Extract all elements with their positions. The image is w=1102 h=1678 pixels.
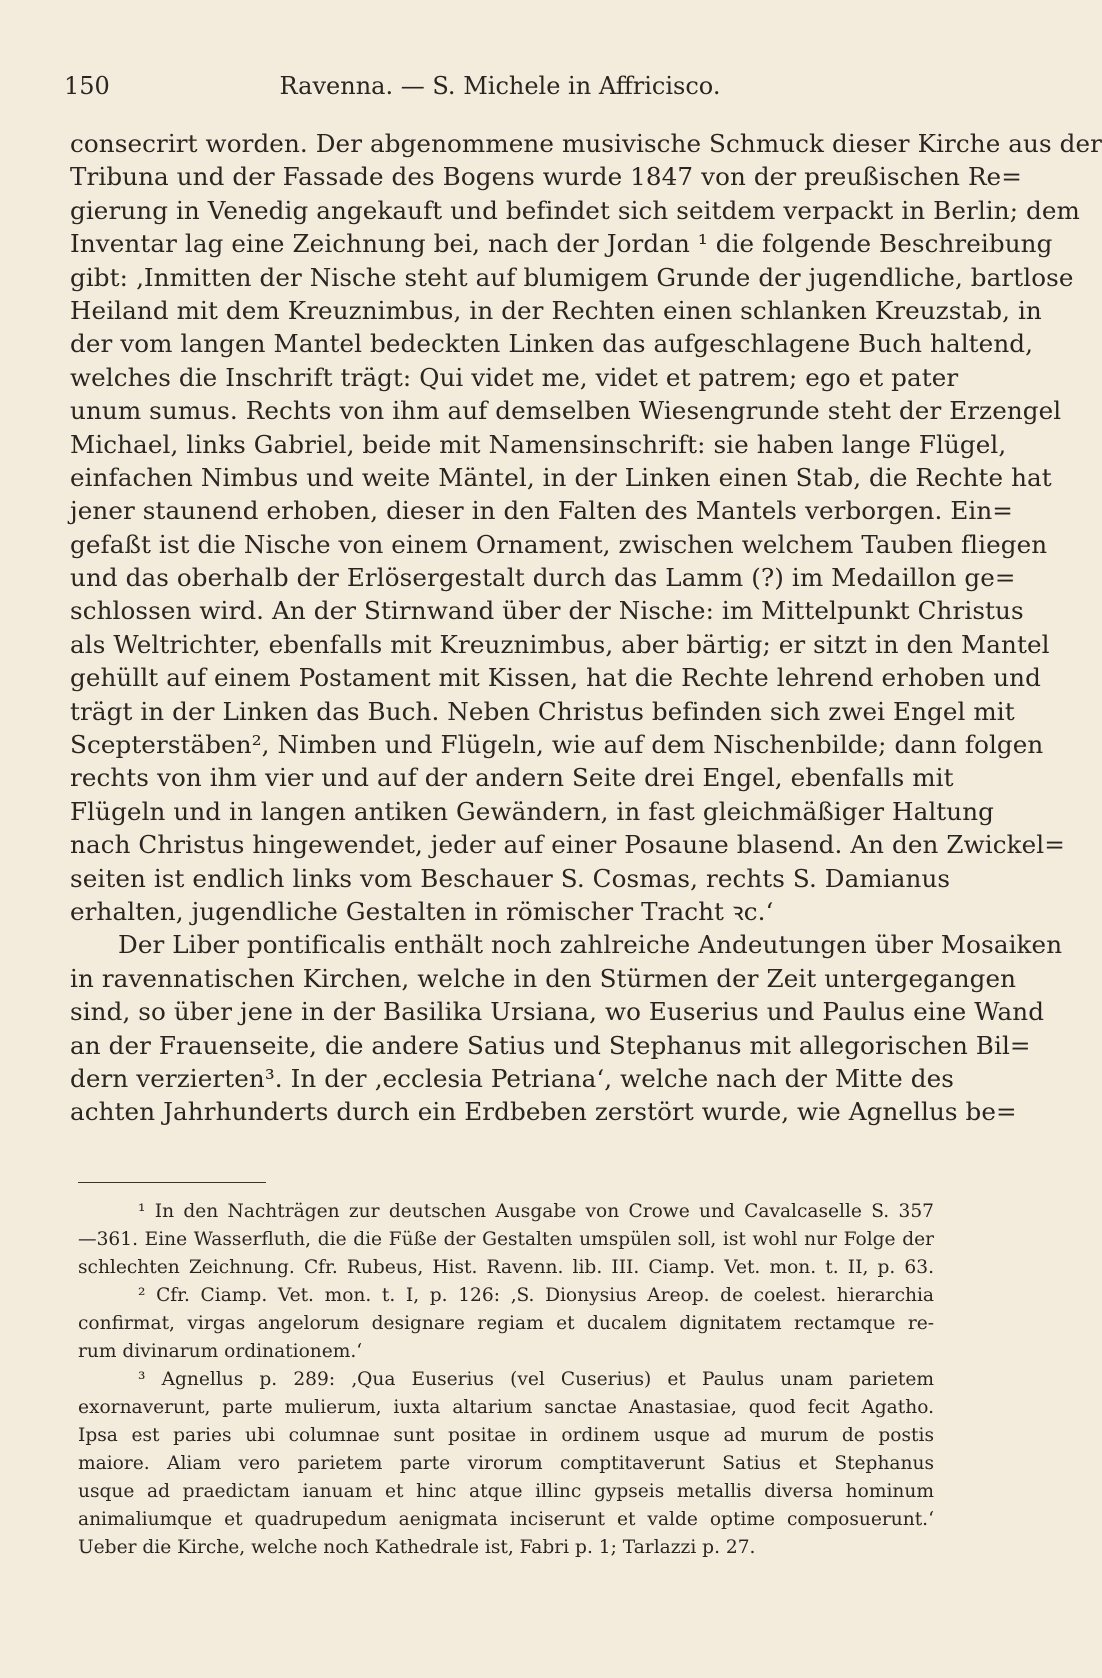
body-line: Michael, links Gabriel, beide mit Namensinschrift: sie haben lange Flügel, (70, 429, 1007, 459)
footnotes (78, 1198, 934, 1562)
footnote-line: ¹ In den Nachträgen zur deutschen Ausgabe von Crowe und Cavalcaselle S. 357 (138, 1201, 934, 1222)
body-line: und das oberhalb der Erlösergestalt durch das Lamm (?) im Medaillon ge= (70, 563, 1016, 593)
footnote-line: exornaverunt, parte mulierum, iuxta altarium sanctae Anastasiae, quod fecit Agatho. (78, 1397, 934, 1418)
body-line: als Weltrichter, ebenfalls mit Kreuznimbus, aber bärtig; er sitzt in den Mantel (70, 629, 1050, 659)
body-line: gehüllt auf einem Postament mit Kissen, hat die Rechte lehrend erhoben und (70, 663, 1041, 693)
body-line: Tribuna und der Fassade des Bogens wurde 1847 von der preußischen Re= (70, 162, 1022, 192)
footnote-line: Ipsa est paries ubi columnae sunt positae in ordinem usque ad murum de postis (78, 1425, 934, 1446)
body-line: Inventar lag eine Zeichnung bei, nach der Jordan ¹ die folgende Beschreibung (70, 229, 1053, 259)
body-line: sind, so über jene in der Basilika Ursiana, wo Euserius und Paulus eine Wand (70, 997, 1045, 1027)
footnote-rule (78, 1182, 266, 1183)
body-line: nach Christus hingewendet, jeder auf einer Posaune blasend. An den Zwickel= (70, 830, 1065, 860)
body-line: Scepterstäben², Nimben und Flügeln, wie auf dem Nischenbilde; dann folgen (70, 730, 1044, 760)
body-line: rechts von ihm vier und auf der andern Seite drei Engel, ebenfalls mit (70, 763, 954, 793)
body-line: Der Liber pontificalis enthält noch zahlreiche Andeutungen über Mosaiken (118, 930, 1063, 960)
body-line: der vom langen Mantel bedeckten Linken das aufgeschlagene Buch haltend, (70, 329, 1034, 359)
body-line: Heiland mit dem Kreuznimbus, in der Rechten einen schlanken Kreuzstab, in (70, 295, 1042, 325)
body-text (70, 127, 1102, 1129)
footnote-line: animaliumque et quadrupedum aenigmata inciserunt et valde optime composuerunt.‘ (78, 1509, 934, 1530)
body-line: in ravennatischen Kirchen, welche in den Stürmen der Zeit untergegangen (70, 963, 1017, 993)
body-line: dern verzierten³. In der ‚ecclesia Petriana‘, welche nach der Mitte des (70, 1063, 954, 1093)
footnote-line: confirmat, virgas angelorum designare regiam et ducalem dignitatem rectamque re- (78, 1313, 934, 1334)
body-line: unum sumus. Rechts von ihm auf demselben Wiesengrunde steht der Erzengel (70, 396, 1062, 426)
body-line: erhalten, jugendliche Gestalten in römischer Tracht ꝛc.‘ (70, 896, 774, 926)
page-header (64, 72, 936, 108)
footnote-line: ³ Agnellus p. 289: ‚Qua Euserius (vel Cuserius) et Paulus unam parietem (138, 1369, 934, 1390)
body-line: trägt in der Linken das Buch. Neben Christus befinden sich zwei Engel mit (70, 696, 1015, 726)
body-line: einfachen Nimbus und weite Mäntel, in der Linken einen Stab, die Rechte hat (70, 462, 1052, 492)
body-line: achten Jahrhunderts durch ein Erdbeben zerstört wurde, wie Agnellus be= (70, 1097, 1017, 1127)
footnote-line: schlechten Zeichnung. Cfr. Rubeus, Hist. Ravenn. lib. III. Ciamp. Vet. mon. t. II, p. 63. (78, 1257, 934, 1278)
page-number: 150 (64, 72, 110, 100)
running-title: Ravenna. — S. Michele in Affricisco. (279, 72, 721, 100)
footnote-line: Ueber die Kirche, welche noch Kathedrale ist, Fabri p. 1; Tarlazzi p. 27. (78, 1537, 756, 1558)
body-line: gibt: ‚Inmitten der Nische steht auf blumigem Grunde der jugendliche, bartlose (70, 262, 1074, 292)
body-line: seiten ist endlich links vom Beschauer S. Cosmas, rechts S. Damianus (70, 863, 951, 893)
body-line: Flügeln und in langen antiken Gewändern, in fast gleichmäßiger Haltung (70, 796, 995, 826)
body-line: jener staunend erhoben, dieser in den Falten des Mantels verborgen. Ein= (70, 496, 1013, 526)
footnote-line: —361. Eine Wasserfluth, die die Füße der Gestalten umspülen soll, ist wohl nur Folge der (78, 1229, 934, 1250)
body-line: gierung in Venedig angekauft und befindet sich seitdem verpackt in Berlin; dem (70, 195, 1080, 225)
body-line: welches die Inschrift trägt: Qui videt me, videt et patrem; ego et pater (70, 362, 959, 392)
footnote-line: rum divinarum ordinationem.‘ (78, 1341, 363, 1362)
body-line: schlossen wird. An der Stirnwand über der Nische: im Mittelpunkt Christus (70, 596, 1024, 626)
body-line: consecrirt worden. Der abgenommene musivische Schmuck dieser Kirche aus der (70, 129, 1102, 158)
body-line: an der Frauenseite, die andere Satius und Stephanus mit allegorischen Bil= (70, 1030, 1031, 1060)
footnote-line: maiore. Aliam vero parietem parte virorum comptitaverunt Satius et Stephanus (78, 1453, 934, 1474)
footnote-line: ² Cfr. Ciamp. Vet. mon. t. I, p. 126: ‚S. Dionysius Areop. de coelest. hierarchia (138, 1285, 934, 1306)
body-line: gefaßt ist die Nische von einem Ornament, zwischen welchem Tauben fliegen (70, 529, 1048, 559)
footnote-line: usque ad praedictam ianuam et hinc atque illinc gypseis metallis diversa hominum (78, 1481, 934, 1502)
